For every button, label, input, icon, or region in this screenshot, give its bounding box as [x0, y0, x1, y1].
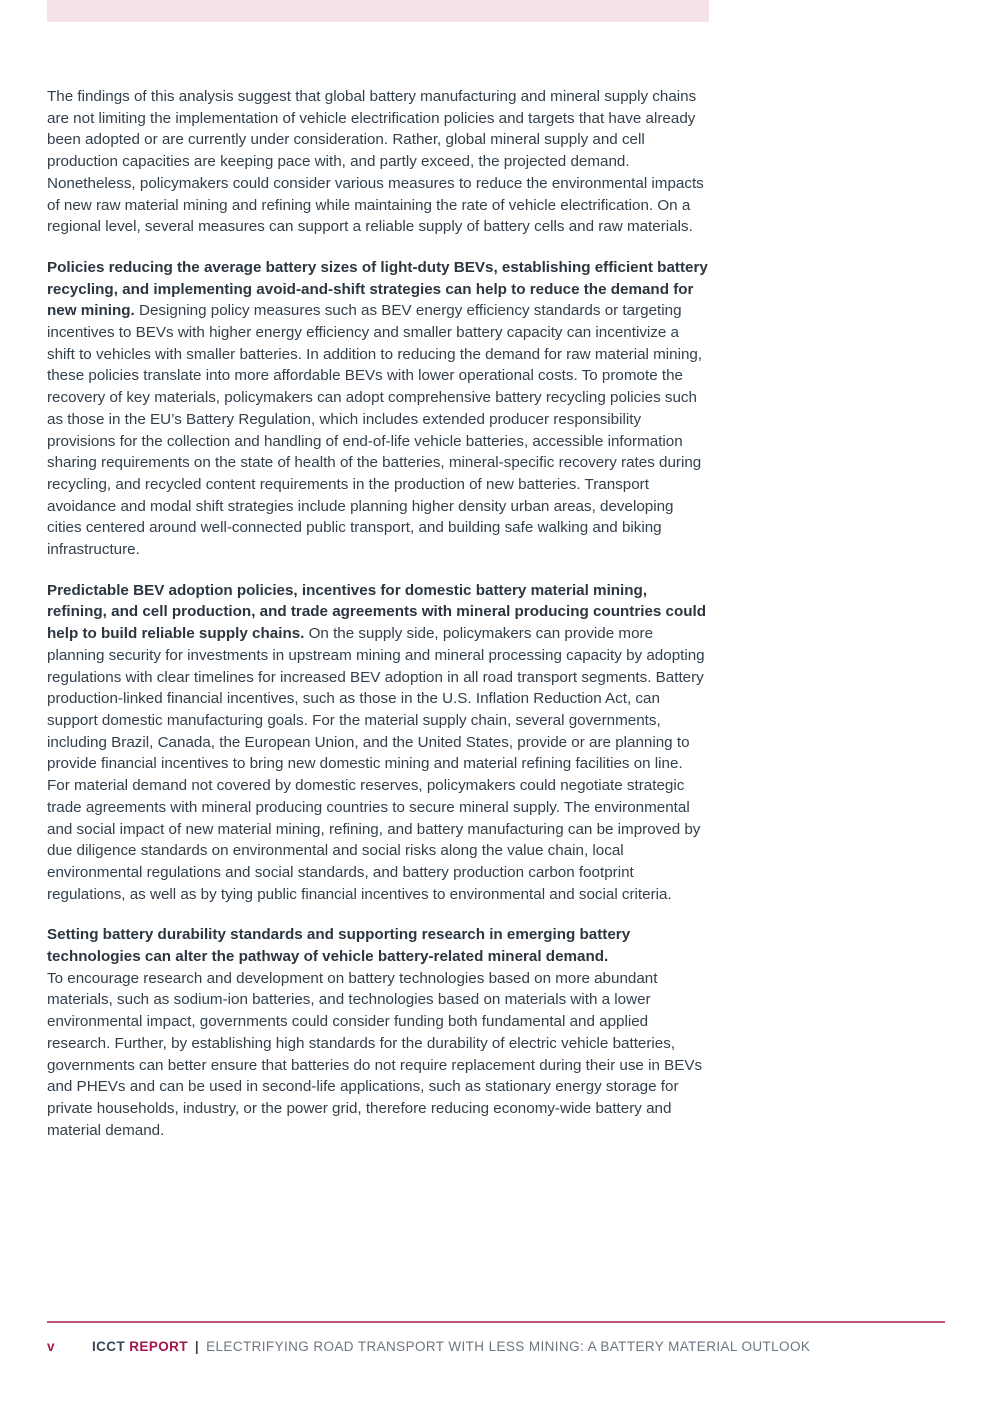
footer-title: ELECTRIFYING ROAD TRANSPORT WITH LESS MINING: A BATTERY MATERIAL OUTLOOK [206, 1339, 811, 1354]
footer-divider [47, 1321, 945, 1323]
paragraph-intro-text: The findings of this analysis suggest that global battery manufacturing and mineral supply chains are not limiting the implementation of vehicle electrification policies and targets that have already been adopted or are currently under consideration. Rather, global mineral supply and cell production capacities are keeping pace with, and partly exceed, the projected demand. Nonetheless, policymakers could consider various measures to reduce the environmental impacts of new raw material mining and refining while maintaining the rate of vehicle electrification. On a regional level, several measures can support a reliable supply of battery cells and raw materials. [47, 88, 704, 236]
footer-org: ICCT [92, 1339, 126, 1354]
body-text [47, 86, 709, 1160]
page-number: v [47, 1339, 55, 1354]
paragraph-battery-size-recycling-text: Designing policy measures such as BEV energy efficiency standards or targeting incentives to BEVs with higher energy efficiency and smaller battery capacity can incentivize a shift to vehicles with smaller batteries. In addition to reducing the demand for raw material mining, these policies translate into more affordable BEVs with lower operational costs. To promote the recovery of key materials, policymakers can adopt comprehensive battery recycling policies such as those in the EU’s Battery Regulation, which includes extended producer responsibility provisions for the collection and handling of end-of-life vehicle batteries, accessible information sharing requirements on the state of health of the batteries, mineral-specific recovery rates during recycling, and recycled content requirements in the production of new batteries. Transport avoidance and modal shift strategies include planning higher density urban areas, developing cities centered around well-connected public transport, and building safe walking and biking infrastructure. [47, 302, 703, 559]
paragraph-supply-chains [47, 580, 709, 906]
header-band [47, 0, 709, 22]
paragraph-battery-size-recycling-lead: Policies reducing the average battery sizes of light-duty BEVs, establishing efficient battery recycling, and implementing avoid-and-shift strategies can help to reduce the demand for new mining. [47, 258, 708, 320]
page-footer [47, 1338, 945, 1356]
paragraph-supply-chains-text: On the supply side, policymakers can provide more planning security for investments in upstream mining and mineral processing capacity by adopting regulations with clear timelines for increased BEV adoption in all road transport segments. Battery production-linked financial incentives, such as those in the U.S. Inflation Reduction Act, can support domestic manufacturing goals. For the material supply chain, several governments, including Brazil, Canada, the European Union, and the United States, provide or are planning to provide financial incentives to bring new domestic mining and material refining facilities on line. For material demand not covered by domestic reserves, policymakers could negotiate strategic trade agreements with mineral producing countries to secure mineral supply. The environmental and social impact of new material mining, refining, and battery manufacturing can be improved by due diligence standards on environmental and social risks along the value chain, local environmental regulations and social standards, and battery production carbon footprint regulations, as well as by tying public financial incentives to environmental and social criteria. [47, 625, 705, 903]
footer-separator: | [194, 1339, 200, 1354]
paragraph-durability-research-text: To encourage research and development on battery technologies based on more abundant materials, such as sodium-ion batteries, and technologies based on materials with a lower environmental impact, governments could consider funding both fundamental and applied research. Further, by establishing high standards for the durability of electric vehicle batteries, governments can better ensure that batteries do not require replacement during their use in BEVs and PHEVs and can be used in second-life applications, such as stationary energy storage for private households, industry, or the power grid, therefore reducing economy-wide battery and material demand. [47, 969, 703, 1139]
paragraph-durability-research [47, 924, 709, 1141]
paragraph-intro [47, 86, 709, 238]
paragraph-battery-size-recycling [47, 257, 709, 561]
footer-doc-type: REPORT [129, 1339, 188, 1354]
paragraph-supply-chains-lead: Predictable BEV adoption policies, incentives for domestic battery material mining, refining, and cell production, and trade agreements with mineral producing countries could help to build reliable supply chains. [47, 581, 707, 643]
paragraph-durability-research-lead: Setting battery durability standards and supporting research in emerging battery technologies can alter the pathway of vehicle battery-related mineral demand. [47, 926, 631, 966]
footer-brand [92, 1338, 810, 1356]
